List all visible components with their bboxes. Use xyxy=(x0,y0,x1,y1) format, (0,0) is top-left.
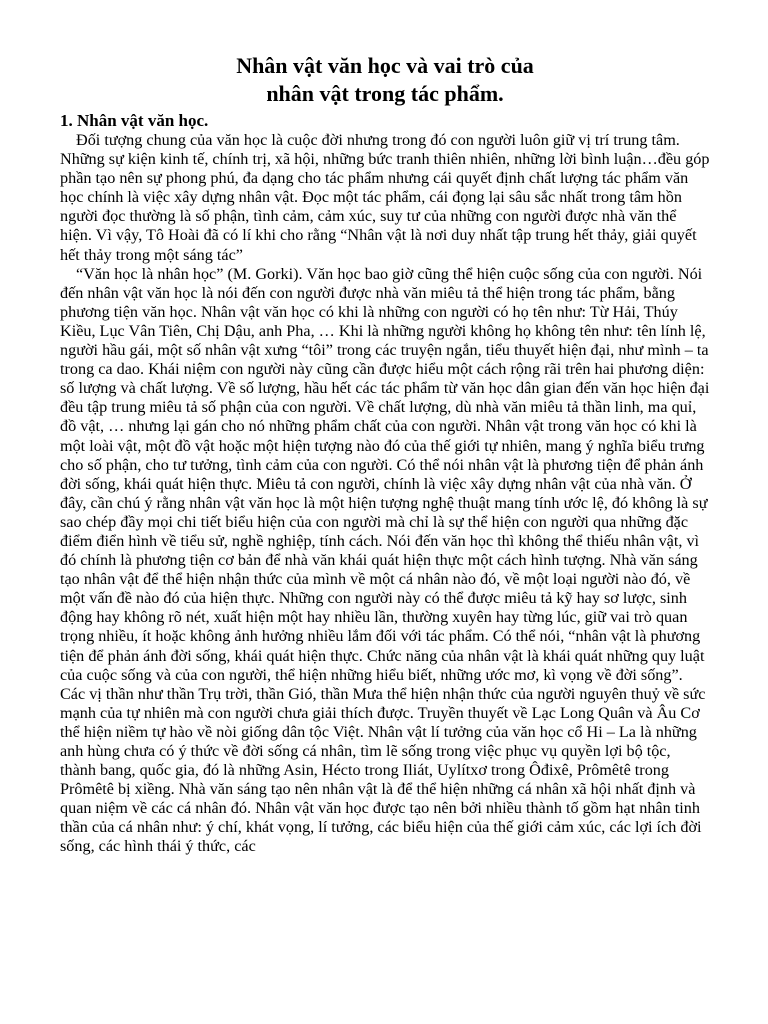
title-line-2: nhân vật trong tác phẩm. xyxy=(266,81,504,106)
document-page xyxy=(60,52,710,857)
title-line-1: Nhân vật văn học và vai trò của xyxy=(236,53,534,78)
section-heading: 1. Nhân vật văn học. xyxy=(60,111,209,130)
paragraph-2: “Văn học là nhân học” (M. Gorki). Văn học bao giờ cũng thể hiện cuộc sống của con người. Nói đến nhân vật văn học là nói đến con người được nhà văn miêu tả thể hiện trong tác phẩm, bằng phương tiện văn học. Nhân vật văn học có khi là những con người có họ tên như: Từ Hải, Thúy Kiều, Lục Vân Tiên, Chị Dậu, anh Pha, … Khi là những người không họ không tên như: tên lính lệ, người hầu gái, một số nhân vật xưng “tôi” trong các truyện ngắn, tiểu thuyết hiện đại, như mình – ta trong ca dao. Khái niệm con người này cũng cần được hiểu một cách rộng rãi trên hai phương diện: số lượng và chất lượng. Về số lượng, hầu hết các tác phẩm từ văn học dân gian đến văn học hiện đại đều tập trung miêu tả số phận của con người. Về chất lượng, dù nhà văn miêu tả thần linh, ma quỉ, đồ vật, … nhưng lại gán cho nó những phẩm chất của con người. Nhân vật trong văn học có khi là một loài vật, một đồ vật hoặc một hiện tượng nào đó của thế giới tự nhiên, mang ý nghĩa biểu trưng cho số phận, cho tư tưởng, tình cảm của con người. Có thể nói nhân vật là phương tiện để phản ánh đời sống, khái quát hiện thực. Miêu tả con người, chính là việc xây dựng nhân vật của nhà văn. Ở đây, cần chú ý rằng nhân vật văn học là một hiện tượng nghệ thuật mang tính ước lệ, đó không là sự sao chép đầy mọi chi tiết biểu hiện của con người mà chỉ là sự thể hiện con người qua những đặc điểm điển hình về tiểu sử, nghề nghiệp, tính cách. Nói đến văn học thì không thể thiếu nhân vật, vì đó chính là phương tiện cơ bản để nhà văn khái quát hiện thực một cách hình tượng. Nhà văn sáng tạo nhân vật để thể hiện nhận thức của mình về một cá nhân nào đó, về một loại người nào đó, về một vấn đề nào đó của hiện thực. Những con người này có thể được miêu tả kỹ hay sơ lược, sinh động hay không rõ nét, xuất hiện một hay nhiều lần, thường xuyên hay từng lúc, giữ vai trò quan trọng nhiều, ít hoặc không ảnh hưởng nhiều lắm đối với tác phẩm. Có thể nói, “nhân vật là phương tiện để phản ánh đời sống, khái quát hiện thực. Chức năng của nhân vật là khái quát những quy luật của cuộc sống và của con người, thể hiện những hiểu biết, những ước mơ, kì vọng về đời sống”. Các vị thần như thần Trụ trời, thần Gió, thần Mưa thể hiện nhận thức của người nguyên thuỷ về sức mạnh của tự nhiên mà con người chưa giải thích được. Truyền thuyết về Lạc Long Quân và Âu Cơ thể hiện niềm tự hào về nòi giống dân tộc Việt. Nhân vật lí tưởng của văn học cổ Hi – La là những anh hùng chưa có ý thức về đời sống cá nhân, tìm lẽ sống trong việc phục vụ quyền lợi bộ tộc, thành bang, quốc gia, đó là những Asin, Hécto trong Iliát, Uylítxơ trong Ôđixê, Prômêtê trong Prômêtê bị xiềng. Nhà văn sáng tạo nên nhân vật là để thể hiện những cá nhân xã hội nhất định và quan niệm về các cá nhân đó. Nhân vật văn học được tạo nên bởi nhiều thành tố gồm hạt nhân tinh thần của cá nhân như: ý chí, khát vọng, lí tưởng, các biểu hiện của thế giới cảm xúc, các lợi ích đời sống, các hình thái ý thức, các xyxy=(60,264,710,856)
document-title xyxy=(60,52,710,108)
paragraph-1: Đối tượng chung của văn học là cuộc đời nhưng trong đó con người luôn giữ vị trí trung tâm. Những sự kiện kinh tế, chính trị, xã hội, những bức tranh thiên nhiên, những lời bình luận…đều góp phần tạo nên sự phong phú, đa dạng cho tác phẩm nhưng cái quyết định chất lượng tác phẩm văn học chính là việc xây dựng nhân vật. Đọc một tác phẩm, cái đọng lại sâu sắc nhất trong tâm hồn người đọc thường là số phận, tình cảm, cảm xúc, suy tư của những con người được nhà văn thể hiện. Vì vậy, Tô Hoài đã có lí khi cho rằng “Nhân vật là nơi duy nhất tập trung hết thảy, giải quyết hết thảy trong một sáng tác” xyxy=(60,131,710,264)
